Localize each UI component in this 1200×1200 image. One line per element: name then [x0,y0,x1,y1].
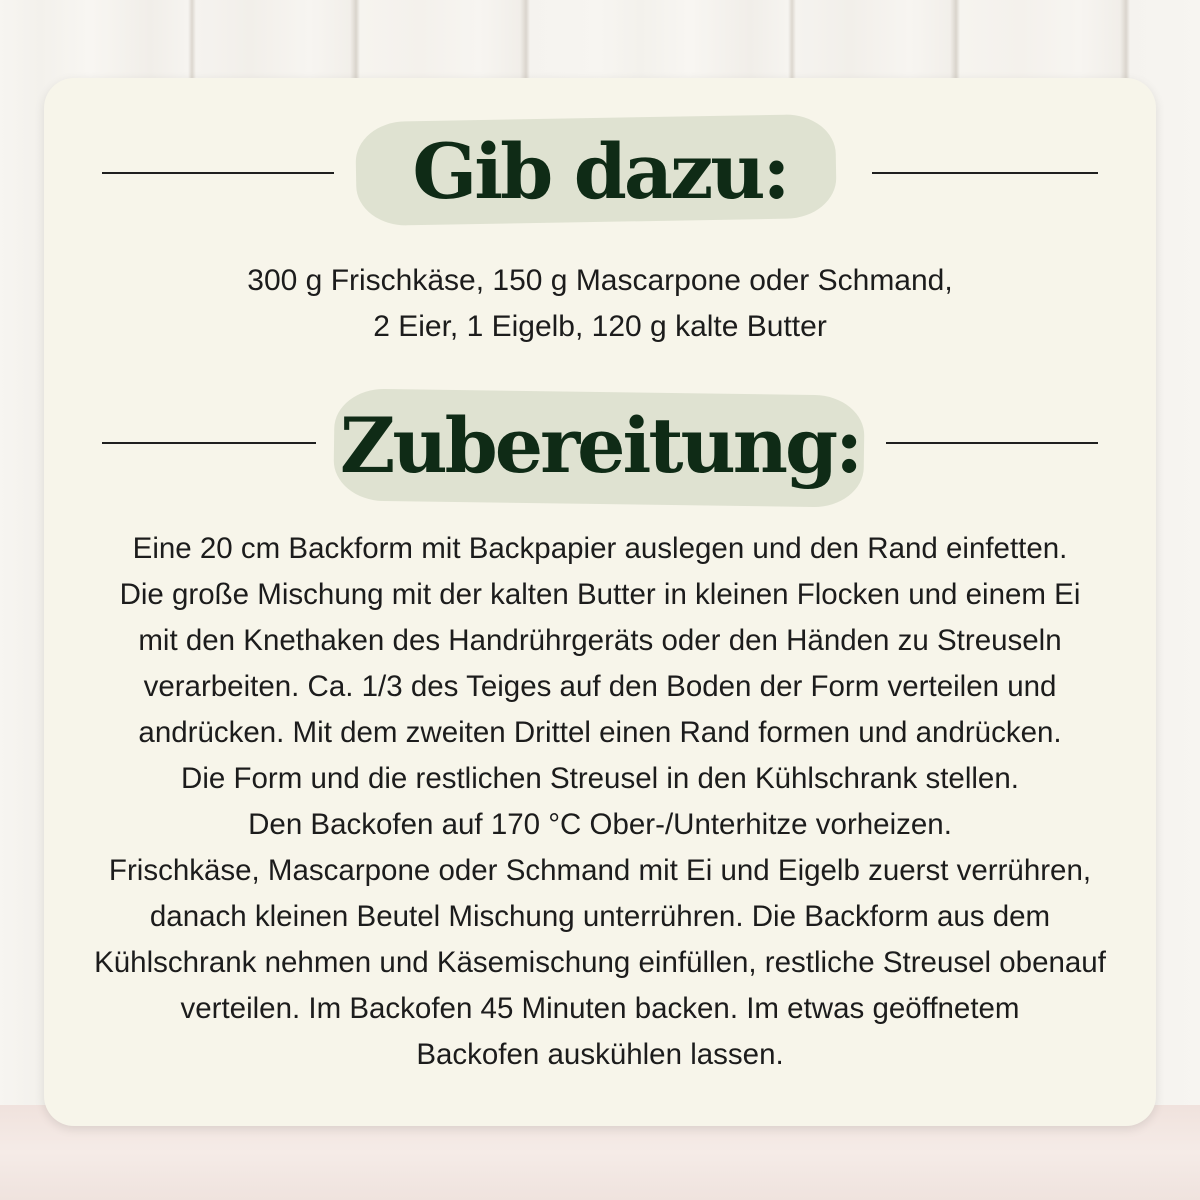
method-line: danach kleinen Beutel Mischung unterrühren. Die Backform aus dem [149,900,1051,933]
ingredients-line: 2 Eier, 1 Eigelb, 120 g kalte Butter [373,310,827,343]
method-line: Die Form und die restlichen Streusel in den Kühlschrank stellen. [181,762,1019,795]
ingredients-heading: Gib dazu: [412,127,788,216]
method-line: Eine 20 cm Backform mit Backpapier auslegen und den Rand einfetten. [132,532,1068,565]
ingredients-line: 300 g Frischkäse, 150 g Mascarpone oder Schmand, [247,264,953,297]
ingredients-text [70,258,1130,350]
method-heading: Zubereitung: [339,401,861,490]
method-line: Den Backofen auf 170 °C Ober-/Unterhitze vorheizen. [248,808,952,841]
method-line: verteilen. Im Backofen 45 Minuten backen. Im etwas geöffnetem [180,992,1020,1025]
method-line: Backofen auskühlen lassen. [416,1038,784,1071]
method-line: andrücken. Mit dem zweiten Drittel einen Rand formen und andrücken. [138,716,1062,749]
method-text [70,526,1130,1078]
method-line: mit den Knethaken des Handrührgeräts oder den Händen zu Streuseln [138,624,1062,657]
method-line: Frischkäse, Mascarpone oder Schmand mit Ei und Eigelb zuerst verrühren, [108,854,1092,887]
method-line: Die große Mischung mit der kalten Butter in kleinen Flocken und einem Ei [119,578,1081,611]
method-line: Kühlschrank nehmen und Käsemischung einfüllen, restliche Streusel obenauf [94,946,1106,979]
method-line: verarbeiten. Ca. 1/3 des Teiges auf den Boden der Form verteilen und [143,670,1057,703]
